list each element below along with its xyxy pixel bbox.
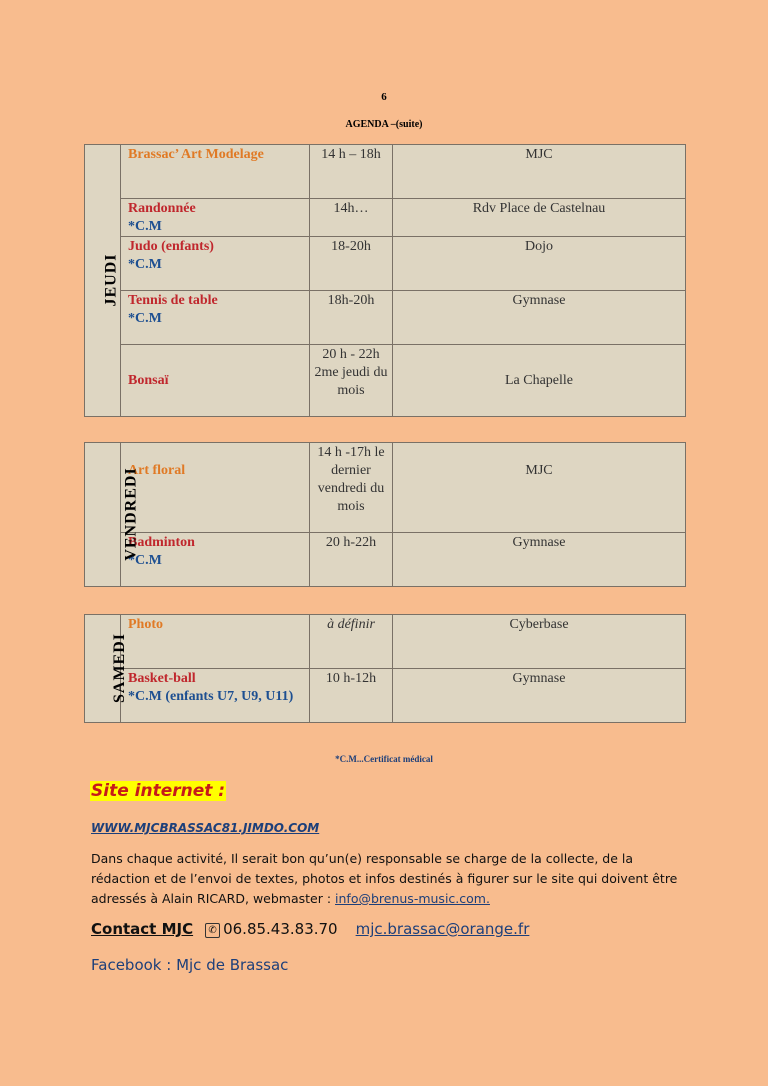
place-cell: Gymnase <box>393 669 686 723</box>
vendredi-table <box>84 442 686 587</box>
day-label: SAMEDI <box>111 632 129 704</box>
activity-name: Art floral <box>128 463 186 478</box>
time-cell: 20 h-22h <box>310 533 393 587</box>
table-row <box>85 669 686 723</box>
time-cell: 14h… <box>310 199 393 237</box>
place-cell: Cyberbase <box>393 615 686 669</box>
activity-cell <box>121 443 310 533</box>
time-cell: 14 h – 18h <box>310 145 393 199</box>
paragraph-text: Dans chaque activité, Il serait bon qu’un(e) responsable se charge de la collecte, de la rédaction et de l’envoi de textes, photos et infos destinés à figurer sur le site qui doivent être adressés à Alain RICARD, webmaster : <box>91 851 678 906</box>
table-row <box>85 443 686 533</box>
activity-cell <box>121 199 310 237</box>
day-cell <box>85 615 129 723</box>
activity-name: Brassac’ Art Modelage <box>128 147 264 162</box>
time-cell: 20 h - 22h 2me jeudi du mois <box>310 345 393 417</box>
table-row <box>85 199 686 237</box>
day-cell <box>85 145 121 417</box>
activity-cell <box>121 145 310 199</box>
activity-cell <box>121 237 310 291</box>
website-link[interactable]: WWW.MJCBRASSAC81.JIMDO.COM <box>91 821 320 835</box>
activity-name: Judo (enfants) <box>128 239 214 254</box>
table-row <box>85 533 686 587</box>
place-cell: Gymnase <box>393 533 686 587</box>
footnote: *C.M...Certificat médical <box>335 754 433 764</box>
time-cell: à définir <box>310 615 393 669</box>
time-cell: 14 h -17h le dernier vendredi du mois <box>310 443 393 533</box>
place-cell: MJC <box>393 443 686 533</box>
contact-line <box>91 920 529 938</box>
activity-name: Bonsaï <box>128 373 169 388</box>
medical-certificate-note: *C.M <box>128 257 162 272</box>
time-cell: 18-20h <box>310 237 393 291</box>
time-cell: 10 h-12h <box>310 669 393 723</box>
phone-number: 06.85.43.83.70 <box>223 920 338 938</box>
place-cell: Gymnase <box>393 291 686 345</box>
table-row <box>85 145 686 199</box>
place-cell: La Chapelle <box>393 345 686 417</box>
jeudi-table <box>84 144 686 417</box>
medical-certificate-note: *C.M <box>128 553 162 568</box>
activity-cell <box>121 669 310 723</box>
activity-name: Tennis de table <box>128 293 218 308</box>
phone-icon: ✆ <box>205 923 220 938</box>
activity-name: Randonnée <box>128 201 196 216</box>
webmaster-email-link[interactable]: info@brenus-music.com. <box>335 891 490 906</box>
agenda-title: AGENDA –(suite) <box>345 119 423 130</box>
activity-cell <box>121 533 310 587</box>
medical-certificate-note: *C.M <box>128 219 162 234</box>
activity-name: Photo <box>128 617 163 632</box>
table-row <box>85 345 686 417</box>
contact-label: Contact MJC <box>91 920 194 938</box>
activity-cell <box>121 345 310 417</box>
activity-name: Badminton <box>128 535 195 550</box>
site-title: Site internet : <box>91 781 226 801</box>
table-row <box>85 291 686 345</box>
samedi-table <box>84 614 686 723</box>
site-paragraph <box>91 849 691 909</box>
day-cell <box>85 443 140 587</box>
place-cell: MJC <box>393 145 686 199</box>
day-label: JEUDI <box>102 253 120 307</box>
medical-certificate-note: *C.M (enfants U7, U9, U11) <box>128 689 294 704</box>
place-cell: Dojo <box>393 237 686 291</box>
time-cell: 18h-20h <box>310 291 393 345</box>
page-number: 6 <box>381 91 387 103</box>
medical-certificate-note: *C.M <box>128 311 162 326</box>
activity-cell <box>121 291 310 345</box>
contact-email-link[interactable]: mjc.brassac@orange.fr <box>355 920 530 938</box>
table-row <box>85 237 686 291</box>
activity-name: Basket-ball <box>128 671 196 686</box>
activity-cell <box>121 615 310 669</box>
facebook-line: Facebook : Mjc de Brassac <box>91 956 289 974</box>
place-cell: Rdv Place de Castelnau <box>393 199 686 237</box>
table-row <box>85 615 686 669</box>
day-label: VENDREDI <box>122 467 140 561</box>
